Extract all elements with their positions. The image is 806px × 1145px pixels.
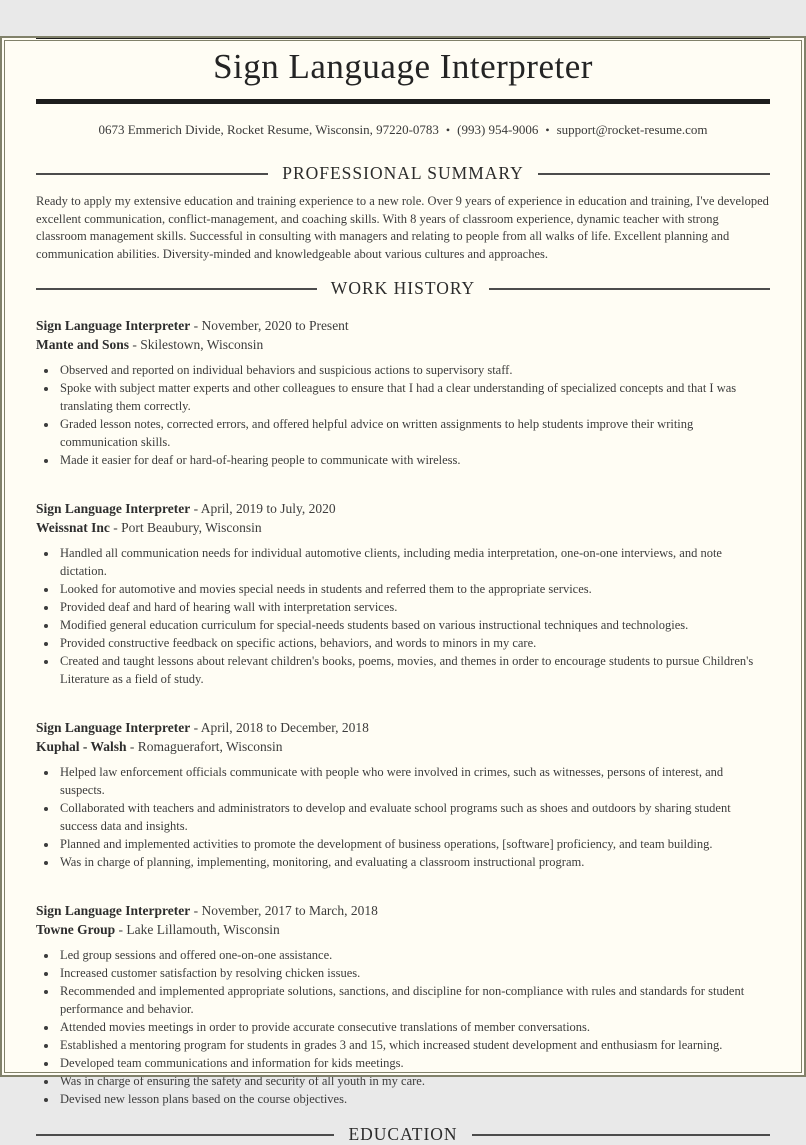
dash-separator: - [190,501,201,516]
job-bullet-list [36,946,770,1108]
contact-line [36,121,770,139]
professional-summary-text: Ready to apply my extensive education and training experience to a new role. Over 9 years of experience in education and training, I've developed excellent communication, conflict-management, and coaching skills. With 8 years of classroom experience, dynamic teacher with strong classroom management skills. Successful in consulting with managers and relating to people from all walks of life. Excellent planning and communication abilities. Diversity-minded and knowledgeable about various cultures and approaches. [36,194,769,261]
resume-content [0,36,806,1145]
heading-rule-left [36,1134,334,1136]
job-bullet: • Modified general education curriculum for special-needs students based on various instructional techniques and technologies. [58,616,770,634]
contact-phone: (993) 954-9006 [457,122,539,137]
job-company: Towne Group [36,922,116,937]
job-location: Lake Lillamouth, Wisconsin [126,922,280,937]
job-entry-kuphal-walsh [36,718,770,871]
section-heading-education [36,1124,770,1145]
job-company: Kuphal - Walsh [36,739,127,754]
job-bullet: • Was in charge of planning, implementing, monitoring, and evaluating a classroom instructional program. [58,853,770,871]
job-title-line [36,901,770,920]
job-bullet-list [36,544,770,688]
education-heading: EDUCATION [348,1124,458,1144]
section-heading-professional-summary [36,163,770,184]
job-location: Skilestown, Wisconsin [140,337,264,352]
job-dates: November, 2017 to March, 2018 [201,903,378,918]
job-bullet: • Made it easier for deaf or hard-of-hearing people to communicate with wireless. [58,451,770,469]
job-bullet: • Provided constructive feedback on specific actions, behaviors, and words to minors in my care. [58,634,770,652]
contact-separator-dot: • [545,123,550,137]
job-title-line [36,316,770,335]
job-bullet: • Helped law enforcement officials communicate with people who were involved in crimes, such as witnesses, persons of interest, and suspects. [58,763,770,799]
job-company: Weissnat Inc [36,520,110,535]
job-bullet: • Graded lesson notes, corrected errors, and offered helpful advice on written assignments to help students improve their writing communication skills. [58,415,770,451]
job-bullet-list [36,361,770,469]
dash-separator: - [115,922,127,937]
resume-page [0,36,806,1144]
job-bullet: • Increased customer satisfaction by resolving chicken issues. [58,964,770,982]
job-bullet: • Collaborated with teachers and administrators to develop and evaluate school programs such as shoes and outdoors by sharing student success data and insights. [58,799,770,835]
dash-separator: - [126,739,138,754]
job-title-line [36,499,770,518]
job-bullet: • Observed and reported on individual behaviors and suspicious actions to supervisory staff. [58,361,770,379]
job-bullet: • Established a mentoring program for students in grades 3 and 15, which increased student development and enthusiasm for learning. [58,1036,770,1054]
job-title-line [36,718,770,737]
heading-rule-left [36,288,317,290]
job-title: Sign Language Interpreter [36,903,191,918]
section-heading-work-history [36,278,770,299]
job-title: Sign Language Interpreter [36,318,191,333]
job-company: Mante and Sons [36,337,130,352]
resume-title: Sign Language Interpreter [213,47,593,86]
dash-separator: - [129,337,141,352]
job-bullet: • Was in charge of ensuring the safety and security of all youth in my care. [58,1072,770,1090]
job-dates: November, 2020 to Present [201,318,349,333]
heading-rule-left [36,173,268,175]
job-bullet-list [36,763,770,871]
job-title: Sign Language Interpreter [36,501,191,516]
job-title: Sign Language Interpreter [36,720,191,735]
contact-address: 0673 Emmerich Divide, Rocket Resume, Wisconsin, 97220-0783 [98,122,439,137]
title-bottom-rule [36,99,770,104]
title-top-rule [36,36,770,39]
job-entry-towne-group [36,901,770,1108]
dash-separator: - [190,903,202,918]
job-bullet: • Recommended and implemented appropriate solutions, sanctions, and discipline for non-compliance with rules and standards for student performance and behavior. [58,982,770,1018]
job-bullet: • Planned and implemented activities to promote the development of business operations, [software] proficiency, and team building. [58,835,770,853]
job-bullet: • Developed team communications and information for kids meetings. [58,1054,770,1072]
job-company-line [36,518,770,537]
dash-separator: - [190,720,201,735]
job-bullet: • Handled all communication needs for individual automotive clients, including media interpretation, one-on-one interviews, and note dictation. [58,544,770,580]
job-company-line [36,335,770,354]
job-bullet: • Looked for automotive and movies special needs in students and referred them to the appropriate services. [58,580,770,598]
job-bullet: • Provided deaf and hard of hearing wall with interpretation services. [58,598,770,616]
job-bullet: • Spoke with subject matter experts and other colleagues to ensure that I had a clear understanding of specialized concepts and that I was translating them correctly. [58,379,770,415]
contact-separator-dot: • [445,123,451,137]
job-bullet: • Created and taught lessons about relevant children's books, poems, movies, and themes in order to encourage students to pursue Children's Literature as a field of study. [58,652,770,688]
job-entry-mante-and-sons [36,316,770,469]
job-bullet: • Led group sessions and offered one-on-one assistance. [58,946,770,964]
job-dates: April, 2018 to December, 2018 [200,720,369,735]
job-location: Romaguerafort, Wisconsin [137,739,283,754]
heading-rule-right [472,1134,770,1136]
job-bullet: • Devised new lesson plans based on the course objectives. [58,1090,770,1108]
contact-email: support@rocket-resume.com [556,122,708,137]
job-location: Port Beaubury, Wisconsin [121,520,262,535]
job-dates: April, 2019 to July, 2020 [200,501,336,516]
job-entry-weissnat-inc [36,499,770,688]
dash-separator: - [109,520,122,535]
job-bullet: • Attended movies meetings in order to provide accurate consecutive translations of member conversations. [58,1018,770,1036]
work-history-heading: WORK HISTORY [330,278,476,298]
heading-rule-right [538,173,770,175]
professional-summary-heading: PROFESSIONAL SUMMARY [282,163,524,183]
job-company-line [36,920,770,939]
dash-separator: - [190,318,202,333]
heading-rule-right [489,288,770,290]
job-company-line [36,737,770,756]
